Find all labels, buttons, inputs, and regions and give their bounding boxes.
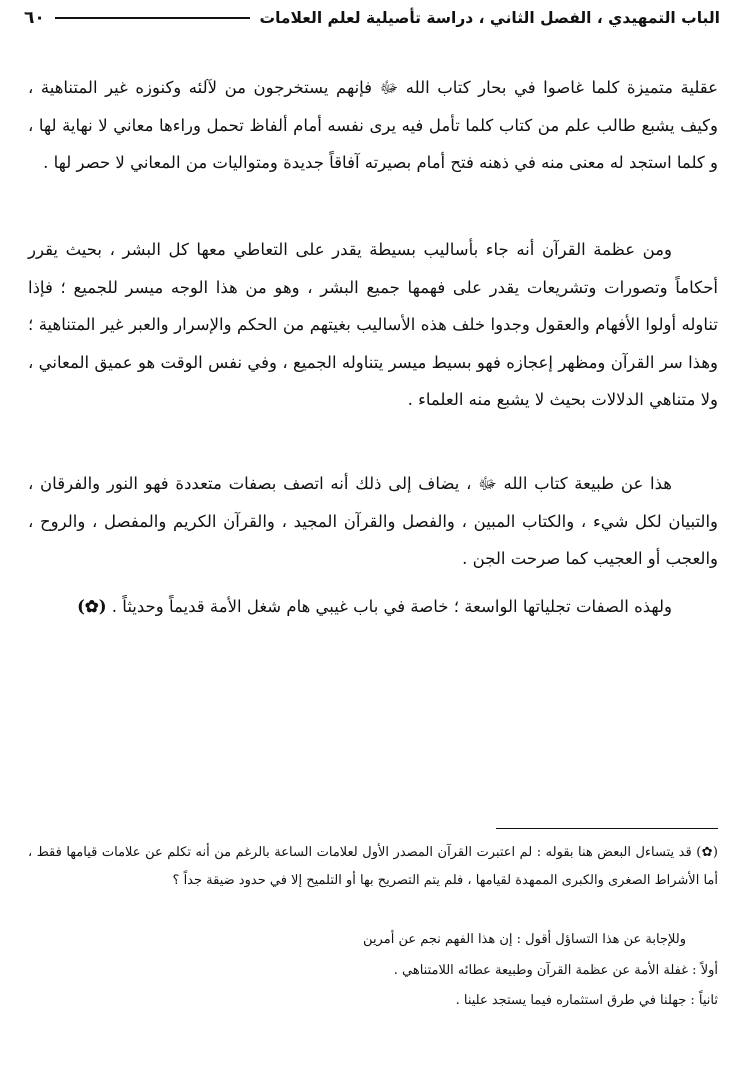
footnote-separator — [496, 828, 718, 829]
footnote-answer: وللإجابة عن هذا التساؤل أقول : إن هذا الفهم نجم عن أمرين — [363, 932, 686, 947]
paragraph-4 — [28, 588, 718, 626]
running-header — [24, 6, 720, 30]
paragraph-3: هذا عن طبيعة كتاب الله ﷻ ، يضاف إلى ذلك أنه اتصف بصفات متعددة فهو النور والفرقان ، والتبيان لكل شيء ، والكتاب المبين ، والفصل والقرآن المجيد ، والقرآن الكريم والمفصل ، والروح ، والعجب أو العجيب كما صرحت الجن . — [28, 474, 718, 569]
footnote-main: (✿) قد يتساءل البعض هنا بقوله : لم اعتبرت القرآن المصدر الأول لعلامات الساعة بالرغم من أنه تكلم عن علامات قيامها فقط ، أما الأشراط الصغرى والكبرى الممهدة لقيامها ، فلم يتم التصريح بها أو التلميح إلا في حدود ضيقة جداً ؟ — [28, 845, 718, 888]
page-number: ٦٠ — [24, 8, 45, 28]
footnote-marker[interactable]: (✿) — [77, 597, 107, 616]
paragraph-2: ومن عظمة القرآن أنه جاء بأساليب بسيطة يقدر على التعاطي معها كل البشر ، بحيث يقرر أحكاماً وتصورات وتشريعات يقدر على فهمها جميع البشر ، وهو من هذا الوجه ميسر للجميع ؛ فإذا تناوله أولوا الأفهام والعقول وجدوا خلف هذه الأساليب بغيتهم من الحكم والإسرار والعبر غير المتناهية ؛ وهذا سر القرآن ومظهر إعجازه فهو بسيط ميسر يتناوله الجميع ، وفي نفس الوقت هو عميق المعاني ، ولا متناهي الدلالات بحيث لا يشبع منه العلماء . — [28, 240, 718, 410]
paragraph-4-text: ولهذه الصفات تجلياتها الواسعة ؛ خاصة في باب غيبي هام شغل الأمة قديماً وحديثاً . — [111, 597, 672, 616]
header-rule — [55, 17, 250, 19]
paragraph-1: عقلية متميزة كلما غاصوا في بحار كتاب الله ﷻ فإنهم يستخرجون من لآلئه وكنوزه غير المتناهية ، وكيف يشبع طالب علم من كتاب كلما تأمل فيه يرى نفسه أمام ألفاظ تحمل وراءها معاني لا نهاية لها ، و كلما استجد له معنى منه في ذهنه فتح أمام بصيرته آفاقاً جديدة ومتواليات من المعاني لا حصر لها . — [28, 78, 718, 173]
footnote-first-reason: أولاً : غفلة الأمة عن عظمة القرآن وطبيعة عطائه اللامتناهي . — [393, 963, 718, 978]
footnote-second-reason: ثانياً : جهلنا في طرق استثماره فيما يستجد علينا . — [455, 993, 718, 1008]
header-title: الباب التمهيدي ، الفصل الثاني ، دراسة تأصيلية لعلم العلامات — [259, 9, 720, 27]
